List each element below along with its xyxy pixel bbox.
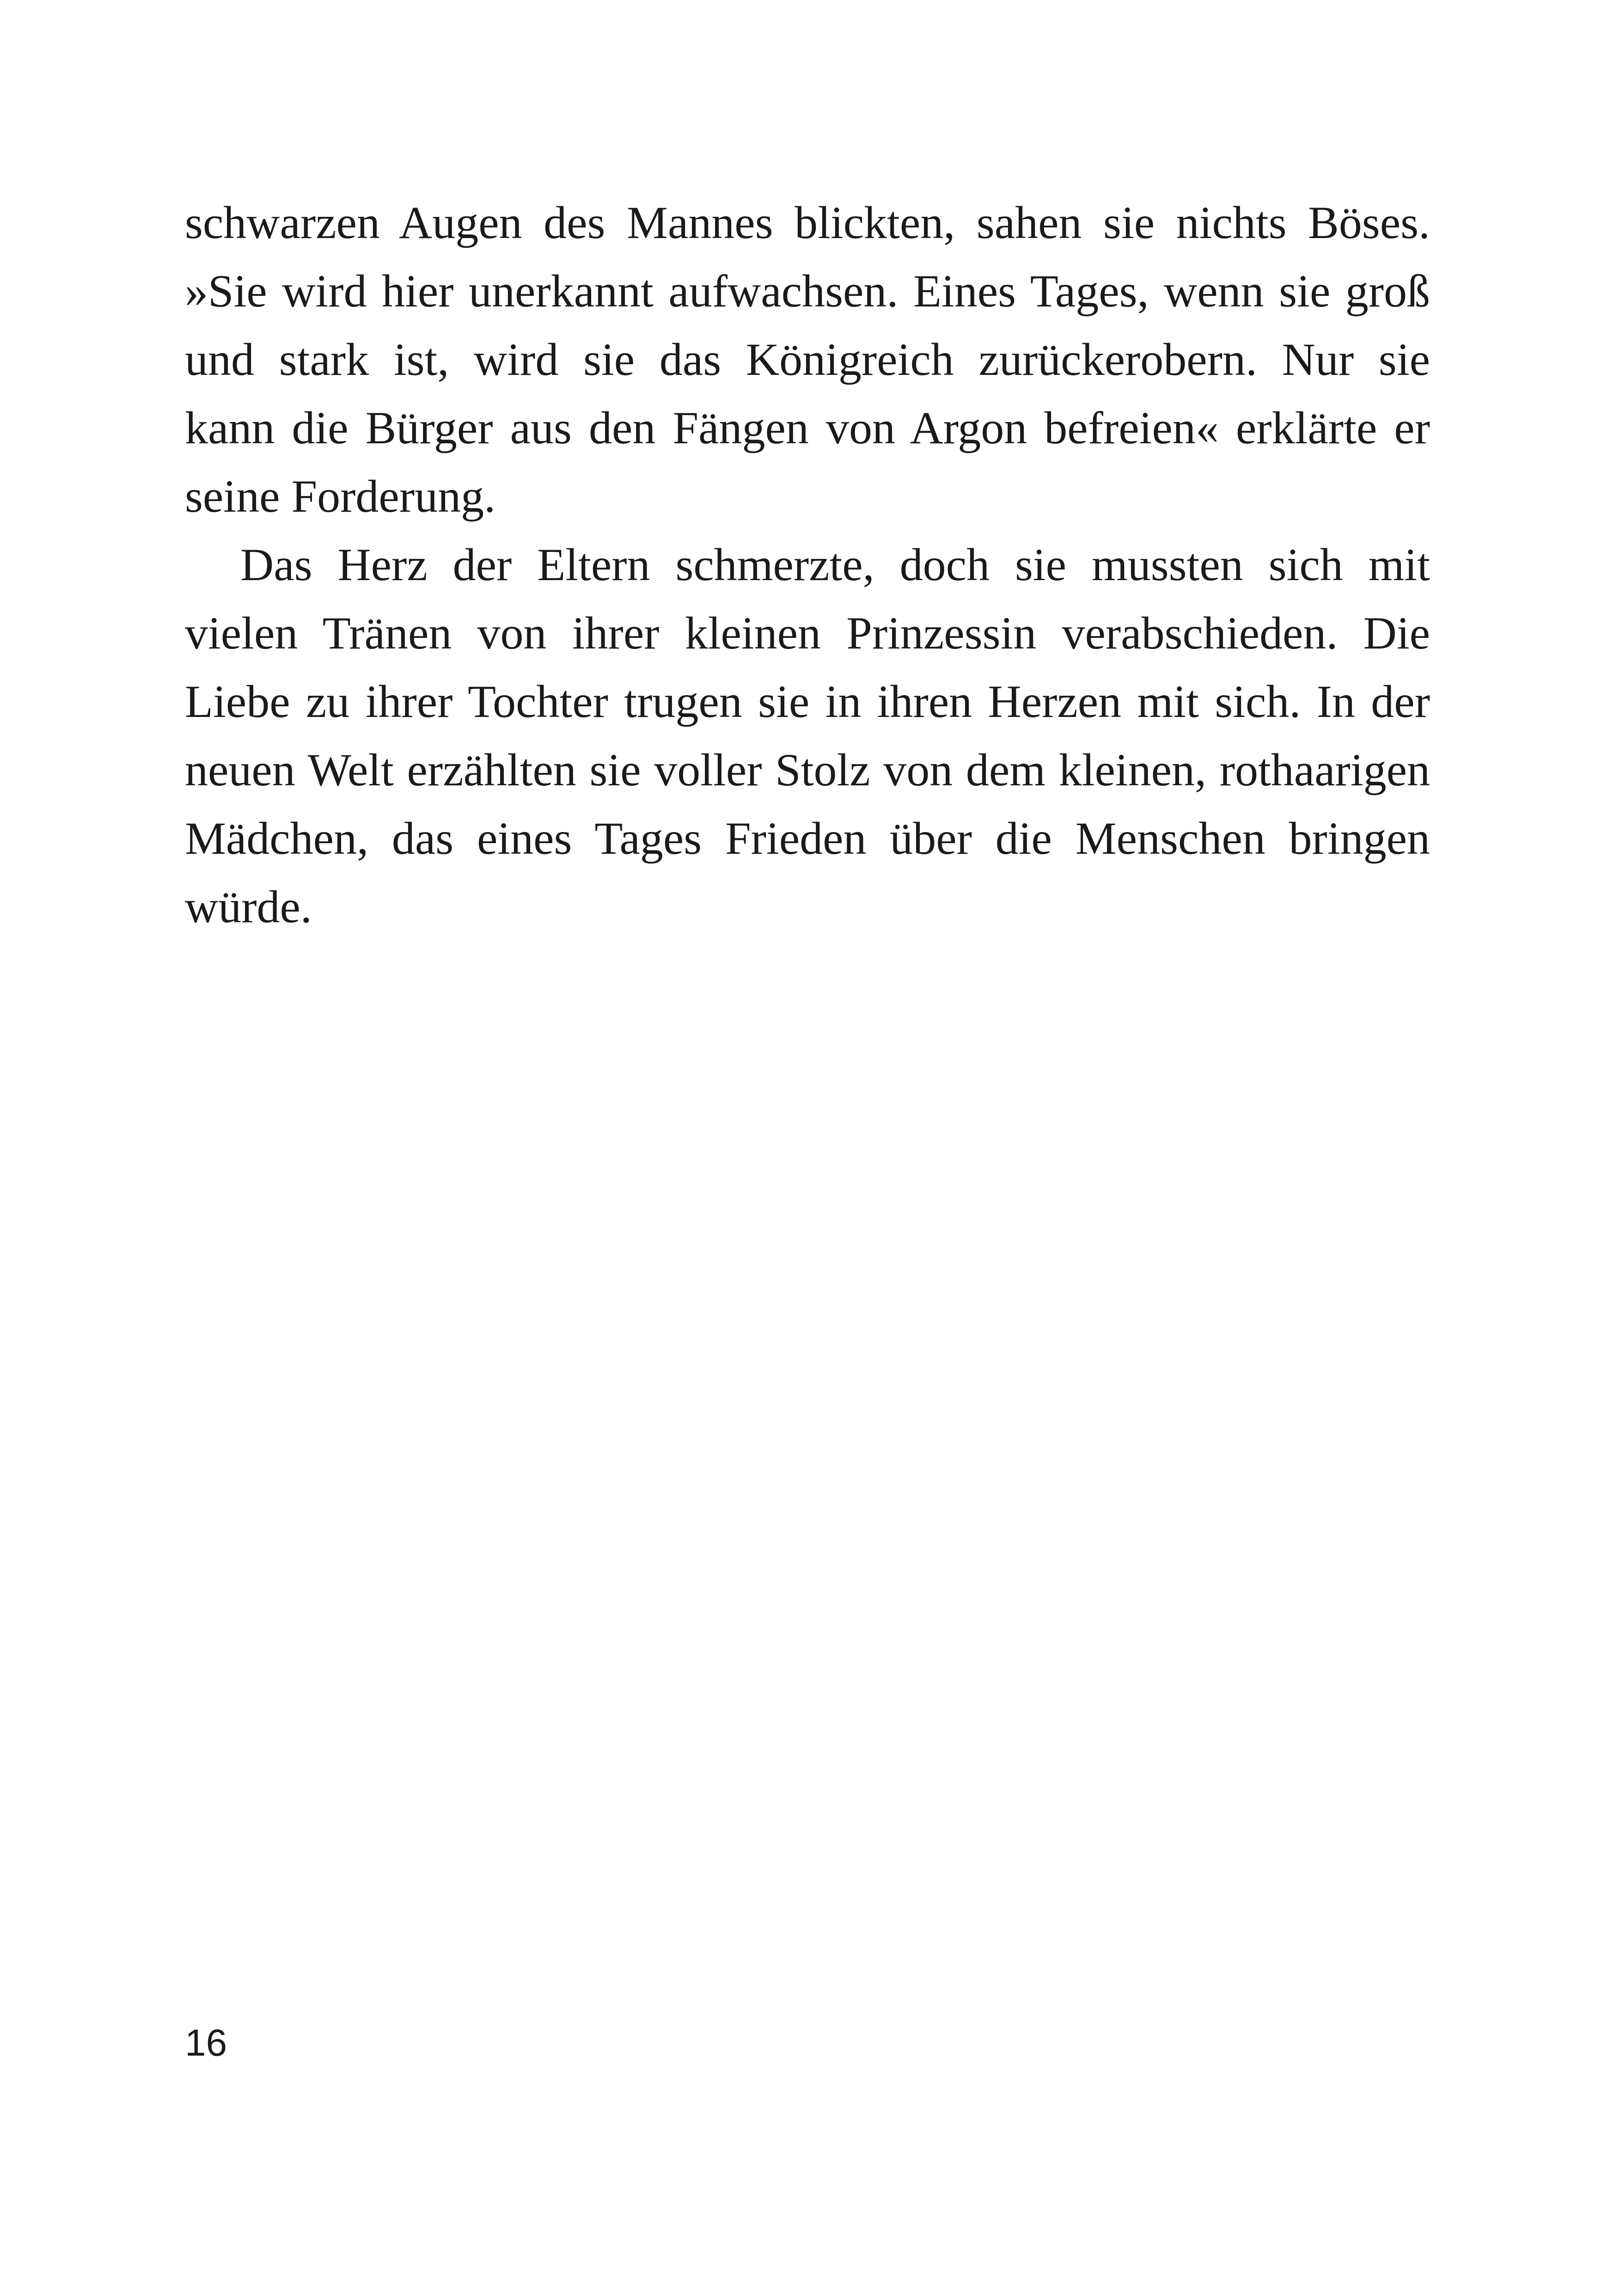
text-line: neuen Welt erzählten sie voller Stolz von dem kleinen, rothaarigen bbox=[185, 744, 1430, 796]
body-text bbox=[185, 189, 1430, 941]
text-line: »Sie wird hier unerkannt aufwachsen. Eines Tages, wenn sie groß bbox=[185, 265, 1430, 317]
text-line: seine Forderung. bbox=[185, 471, 496, 522]
paragraph-2 bbox=[185, 531, 1430, 941]
text-line: schwarzen Augen des Mannes blickten, sahen sie nichts Böses. bbox=[185, 197, 1430, 248]
paragraph-1 bbox=[185, 189, 1430, 531]
text-line: kann die Bürger aus den Fängen von Argon befreien« erklärte er bbox=[185, 402, 1430, 453]
text-line: und stark ist, wird sie das Königreich zurückerobern. Nur sie bbox=[185, 334, 1430, 385]
text-line: Das Herz der Eltern schmerzte, doch sie mussten sich mit bbox=[240, 539, 1430, 590]
text-line: Liebe zu ihrer Tochter trugen sie in ihren Herzen mit sich. In der bbox=[185, 676, 1430, 727]
text-line: Mädchen, das eines Tages Frieden über die Menschen bringen bbox=[185, 813, 1430, 864]
text-line: vielen Tränen von ihrer kleinen Prinzessin verabschieden. Die bbox=[185, 607, 1430, 659]
page-number: 16 bbox=[185, 2022, 227, 2064]
text-line: würde. bbox=[185, 881, 312, 932]
